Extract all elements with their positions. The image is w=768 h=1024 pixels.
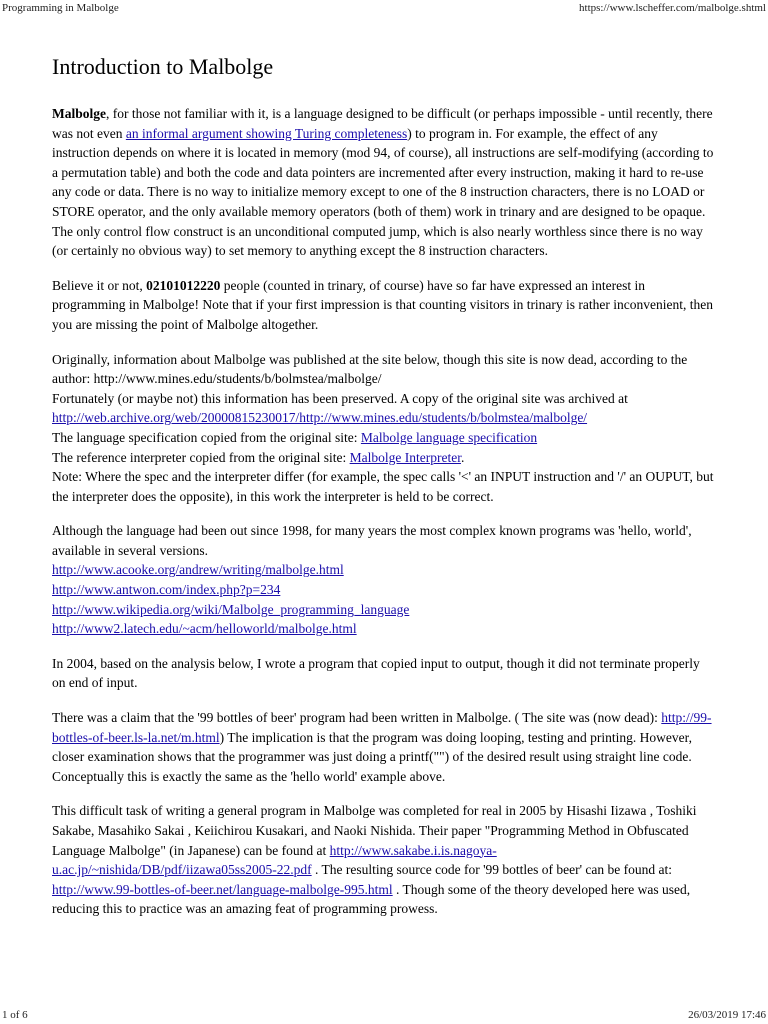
intro-text-2: ) to program in. For example, the effect of any instruction depends on where it is located in memory (mod 94, of course), all instructions are self-modifying (according to a permutation table) and both the code and data pointers are incremented after every instruction, making it hard to re-use any code or data. There is no way to initialize memory except to one of the 8 instruction characters, there is no LOAD or STORE operator, and the only available memory operators (both of them) work in trinary and are designed to be opaque. The only control flow construct is an unconditional computed jump, which is also nearly worthless since there is no way (or certainly no obvious way) to set memory to anything except the 8 instruction characters. — [52, 125, 714, 259]
visitors-text-2: people (counted in trinary, of course) have so far have expressed an interest in programming in Malbolge! Note that if your first impression is that counting visitors in trinary is rather inconvenient, then you are missing the point of Malbolge altogether. — [52, 277, 713, 332]
interpreter-label: The reference interpreter copied from the original site: — [52, 449, 350, 465]
antwon-link[interactable]: http://www.antwon.com/index.php?p=234 — [52, 582, 281, 598]
interpreter-link[interactable]: Malbolge Interpreter — [349, 449, 461, 465]
99-bottles-source-link[interactable]: http://www.99-bottles-of-beer.net/language-malbolge-995.html — [52, 881, 393, 897]
paper-text-1: This difficult task of writing a general program in Malbolge was completed for real in 2005 by Hisashi Iizawa , Toshiki Sakabe, Masahiko Sakai , Keiichirou Kusakari, and Naoki Nishida. Their paper "Programming Method in Obfuscated Language Malbolge" (in Japanese) can be found at — [52, 803, 697, 858]
print-footer — [0, 1008, 768, 1022]
bottles-text-1: There was a claim that the '99 bottles of beer' program had been written in Malbolge. ( The site was (now dead): — [52, 710, 662, 726]
malbolge-bold: Malbolge — [52, 106, 106, 121]
history-text-1: Originally, information about Malbolge was published at the site below, though this site is now dead, according to the author: http://www.mines.edu/students/b/bolmstea/malbolge/ — [52, 351, 688, 387]
paragraph-99-bottles-claim — [52, 708, 716, 786]
page-title: Introduction to Malbolge — [52, 54, 274, 79]
article-content — [52, 52, 716, 934]
print-timestamp: 26/03/2019 17:46 — [688, 1009, 766, 1021]
interpreter-line — [52, 448, 716, 468]
latech-link[interactable]: http://www2.latech.edu/~acm/helloworld/malbolge.html — [52, 621, 357, 637]
paragraph-intro — [52, 104, 716, 261]
interpreter-period: . — [460, 449, 465, 465]
paper-text-2: . The resulting source code for '99 bottles of beer' can be found at: — [311, 862, 673, 878]
turing-completeness-link[interactable]: an informal argument showing Turing completeness — [125, 125, 408, 141]
paragraph-visitors — [52, 276, 716, 335]
bottles-ls-la-link[interactable]: http://99-bottles-of-beer.ls-la.net/m.html — [52, 710, 712, 745]
paragraph-hello-world — [52, 521, 716, 639]
paper-pdf-link[interactable]: http://www.sakabe.i.is.nagoya-u.ac.jp/~nishida/DB/pdf/iizawa05ss2005-22.pdf — [52, 842, 497, 878]
hello-world-text: Although the language had been out since 1998, for many years the most complex known programs was 'hello, world', available in several versions. — [52, 523, 692, 558]
history-text-2: Fortunately (or maybe not) this information has been preserved. A copy of the original site was archived at — [52, 390, 628, 406]
spec-line — [52, 428, 716, 448]
visitors-text-1: Believe it or not, — [52, 277, 147, 293]
paragraph-2004: In 2004, based on the analysis below, I wrote a program that copied input to output, though it did not terminate properly on end of input. — [52, 655, 700, 691]
acooke-link[interactable]: http://www.acooke.org/andrew/writing/malbolge.html — [52, 562, 344, 578]
archive-link[interactable]: http://web.archive.org/web/20000815230017/http://www.mines.edu/students/b/bolmstea/malbolge/ — [52, 410, 588, 426]
visitor-counter: 02101012220 — [146, 277, 221, 293]
page-url-header: https://www.lscheffer.com/malbolge.shtml — [579, 2, 766, 14]
spec-link[interactable]: Malbolge language specification — [360, 429, 538, 445]
paper-text-3: . Though some of the theory developed here was used, reducing this to practice was an amazing feat of programming prowess. — [52, 881, 691, 917]
note-text: Note: Where the spec and the interpreter differ (for example, the spec calls '<' an INPUT instruction and '/' an OUPUT, but the interpreter does the opposite), in this work the interpreter is held to be correct. — [52, 469, 714, 504]
intro-text-1: , for those not familiar with it, is a language designed to be difficult (or perhaps impossible - until recently, there was not even — [52, 106, 713, 141]
bottles-text-2: ) The implication is that the program was doing looping, testing and printing. However, closer examination shows that the programmer was just doing a printf("") of the desired result using straight line code. Conceptually this is exactly the same as the 'hello world' example above. — [52, 729, 692, 784]
print-header — [0, 0, 768, 14]
spec-label: The language specification copied from the original site: — [52, 429, 361, 445]
paragraph-2005 — [52, 801, 716, 919]
paragraph-history — [52, 350, 716, 507]
page-number: 1 of 6 — [2, 1009, 28, 1021]
wikipedia-link[interactable]: http://www.wikipedia.org/wiki/Malbolge_programming_language — [52, 601, 410, 617]
page-title-header: Programming in Malbolge — [2, 2, 119, 14]
